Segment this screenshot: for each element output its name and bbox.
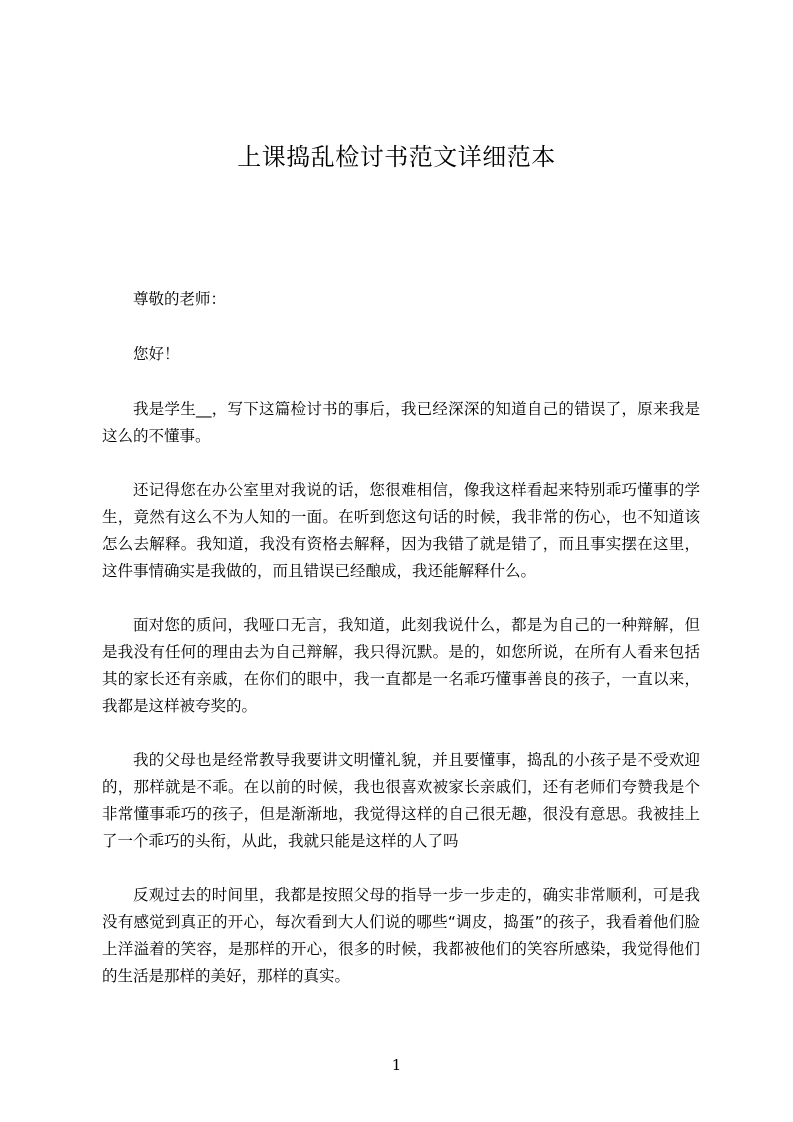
paragraph-4: 我的父母也是经常教导我要讲文明懂礼貌，并且要懂事，捣乱的小孩子是不受欢迎的，那样就是不乖。在以前的时候，我也很喜欢被家长亲戚们，还有老师们夸赞我是个非常懂事乖巧的孩子，但是渐渐地，我觉得这样的自己很无趣，很没有意思。我被挂上了一个乖巧的头衔，从此，我就只能是这样的人了吗 <box>102 751 700 850</box>
document-body <box>102 286 700 1017</box>
greeting: 您好！ <box>133 345 180 363</box>
paragraph-2: 还记得您在办公室里对我说的话，您很难相信，像我这样看起来特别乖巧懂事的学生，竟然有这么不为人知的一面。在听到您这句话的时候，我非常的伤心，也不知道该怎么去解释。我知道，我没有资格去解释，因为我错了就是错了，而且事实摆在这里，这件事情确实是我做的，而且错误已经酿成，我还能解释什么。 <box>102 481 700 580</box>
page-number: 1 <box>391 1056 402 1074</box>
paragraph-3: 面对您的质问，我哑口无言，我知道，此刻我说什么，都是为自己的一种辩解，但是我没有任何的理由去为自己辩解，我只得沉默。是的，如您所说，在所有人看来包括其的家长还有亲戚，在你们的眼中，我一直都是一名乖巧懂事善良的孩子，一直以来，我都是这样被夸奖的。 <box>102 616 700 715</box>
salutation: 尊敬的老师： <box>133 290 227 308</box>
document-title: 上课捣乱检讨书范文详细范本 <box>237 143 556 171</box>
paragraph-5: 反观过去的时间里，我都是按照父母的指导一步一步走的，确实非常顺利，可是我没有感觉到真正的开心，每次看到大人们说的哪些“调皮，捣蛋”的孩子，我看着他们脸上洋溢着的笑容，是那样的开心，很多的时候，我都被他们的笑容所感染，我觉得他们的生活是那样的美好，那样的真实。 <box>102 886 700 985</box>
paragraph-1: 我是学生__，写下这篇检讨书的事后，我已经深深的知道自己的错误了，原来我是这么的不懂事。 <box>102 400 700 445</box>
